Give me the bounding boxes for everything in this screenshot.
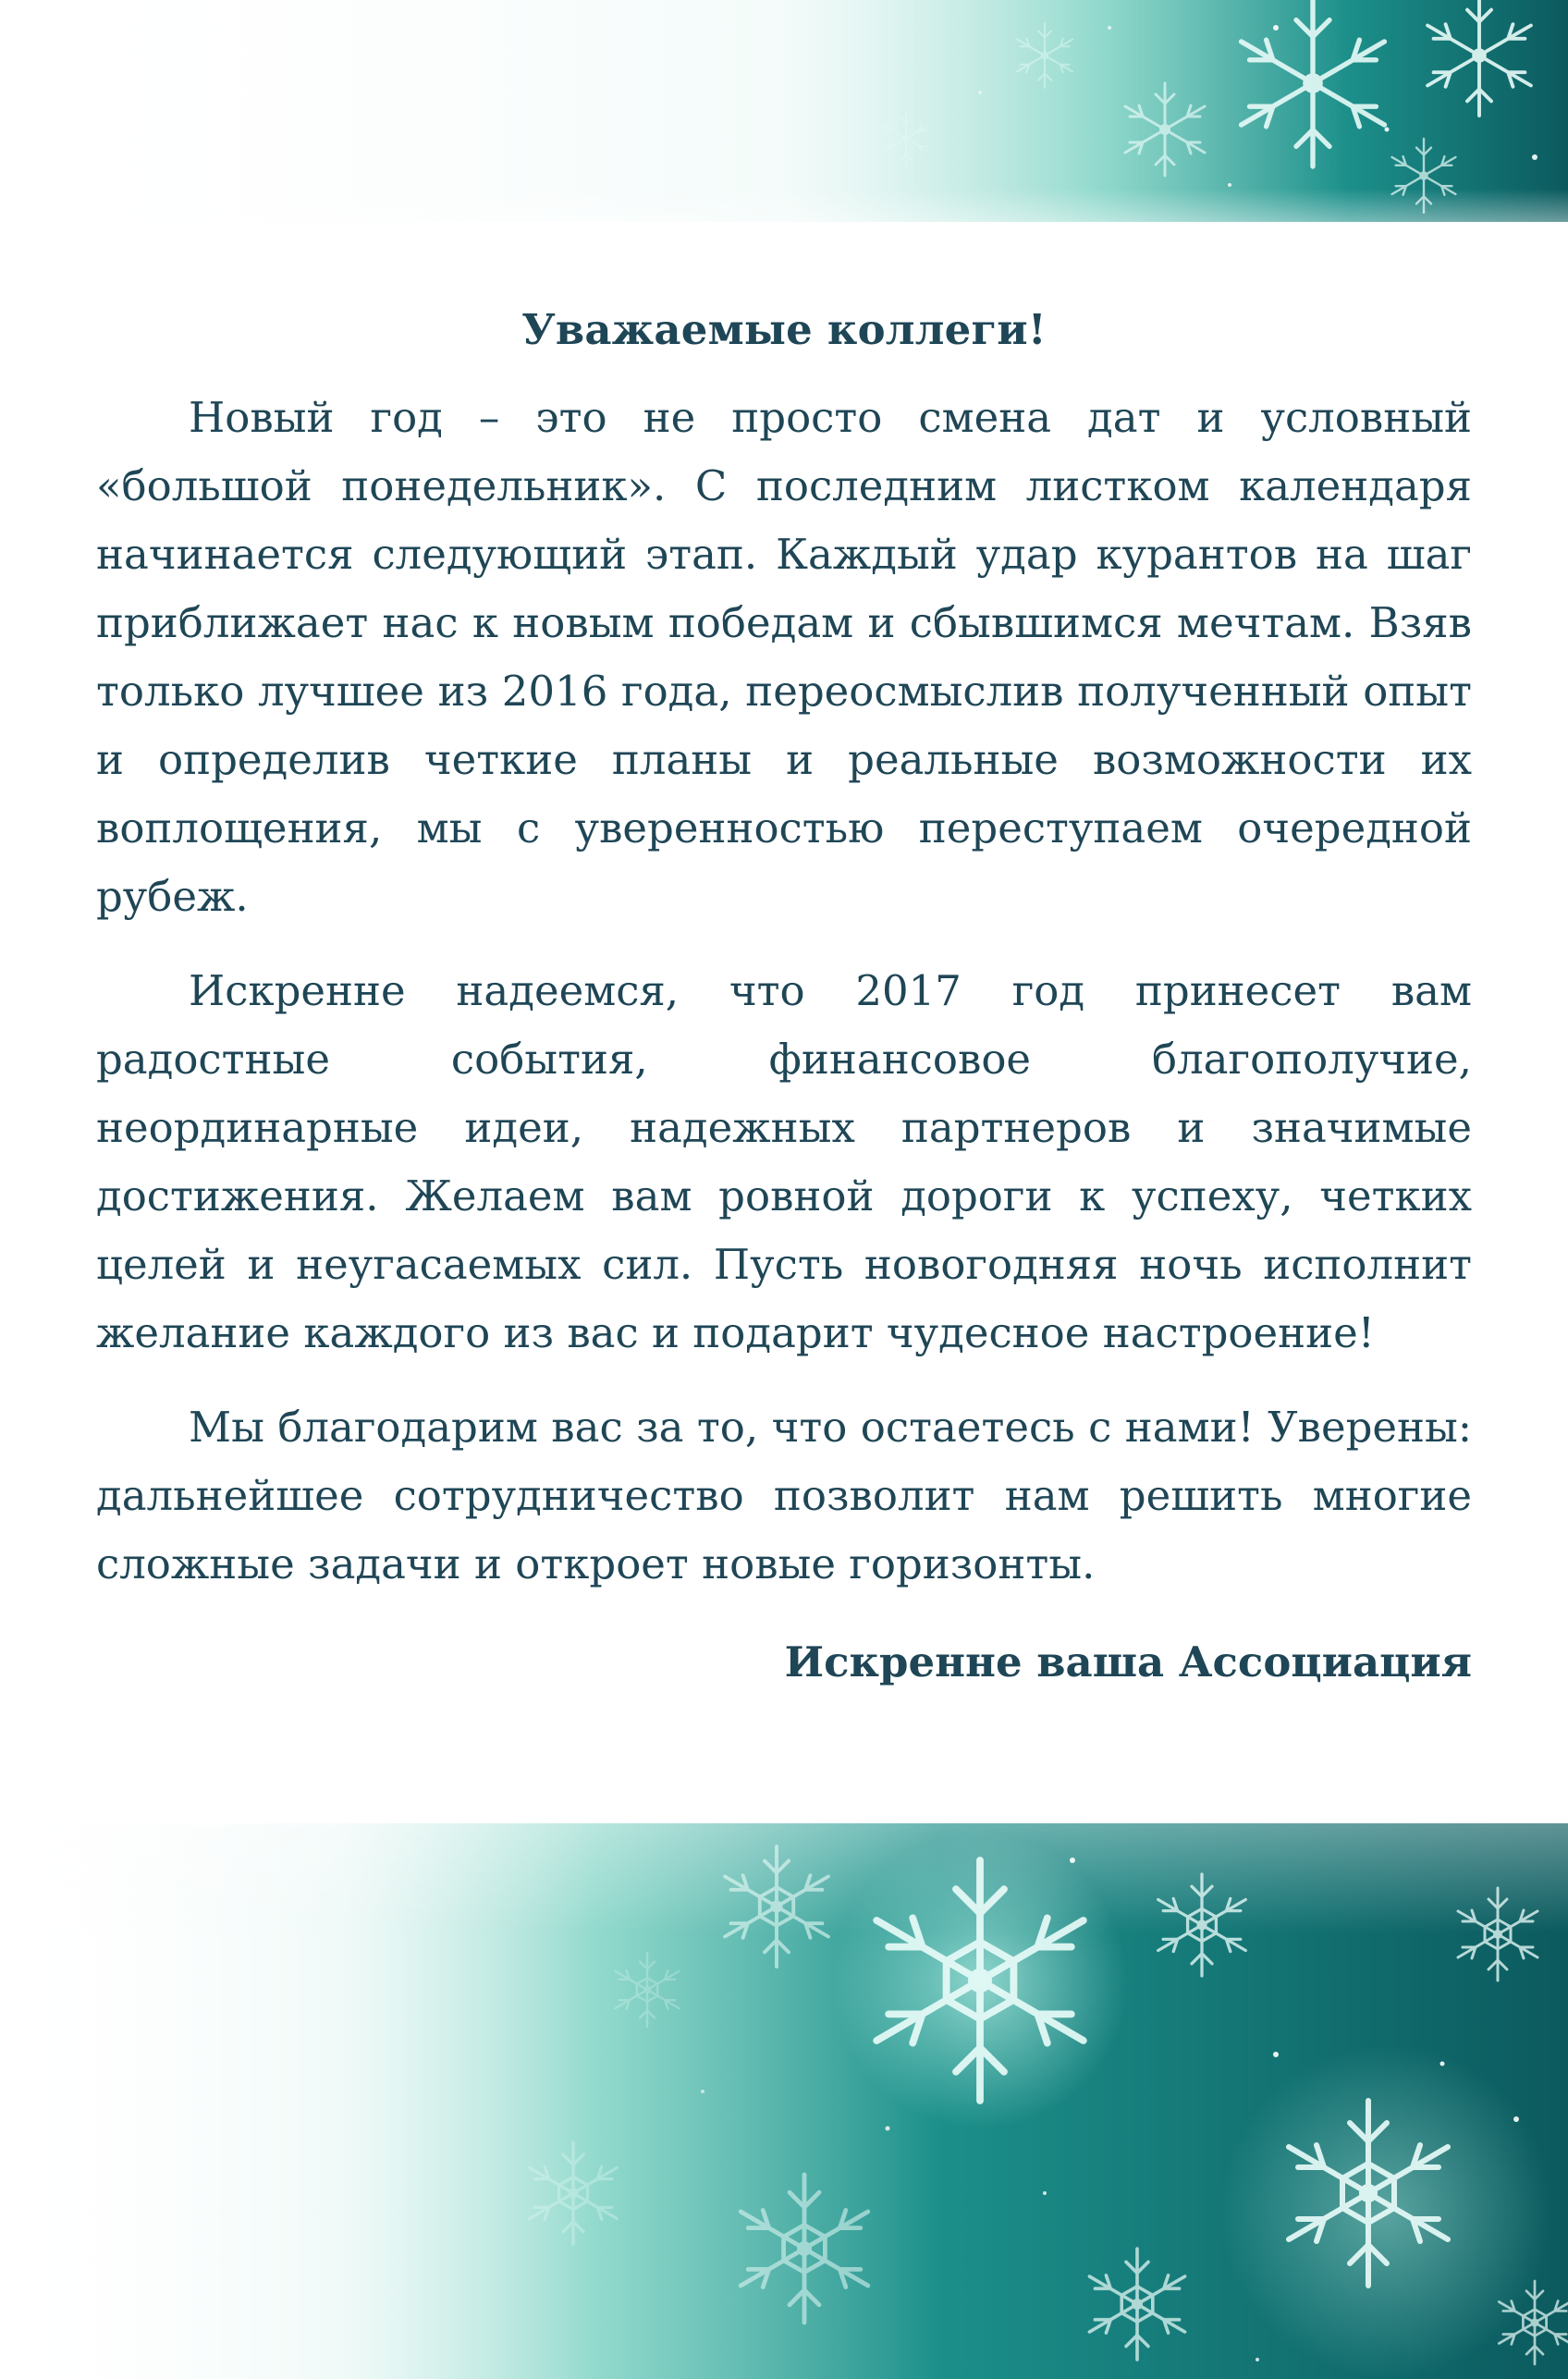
- letter-paragraph-3: Мы благодарим вас за то, что остаетесь с нами! Уверены: дальнейшее сотрудничество позволит нам решить многие сложные задачи и откроет новые горизонты.: [96, 1403, 1472, 1588]
- snowflake-icon: [0, 1823, 1568, 2379]
- top-snowflake-banner: [0, 0, 1568, 222]
- bottom-snowflake-banner: [0, 1823, 1568, 2379]
- letter-signature: Искренне ваша Ассоциация: [784, 1637, 1472, 1686]
- snowflake-icon: [0, 0, 1568, 222]
- letter-paragraph-2: Искренне надеемся, что 2017 год принесет вам радостные события, финансовое благополучие, неординарные идеи, надежных партнеров и значимые достижения. Желаем вам ровной дороги к успеху, четких целей и неугасаемых сил. Пусть новогодняя ночь исполнит желание каждого из вас и подарит чудесное настроение!: [96, 966, 1472, 1357]
- letter-greeting: Уважаемые коллеги!: [521, 305, 1047, 354]
- letter-paragraph-1: Новый год – это не просто смена дат и условный «большой понедельник». С последним листком календаря начинается следующий этап. Каждый удар курантов на шаг приближает нас к новым победам и сбывшимся мечтам. Взяв только лучшее из 2016 года, переосмыслив полученный опыт и определив четкие планы и реальные возможности их воплощения, мы с уверенностью переступаем очередной рубеж.: [96, 393, 1472, 921]
- letter-body: [96, 305, 1472, 1686]
